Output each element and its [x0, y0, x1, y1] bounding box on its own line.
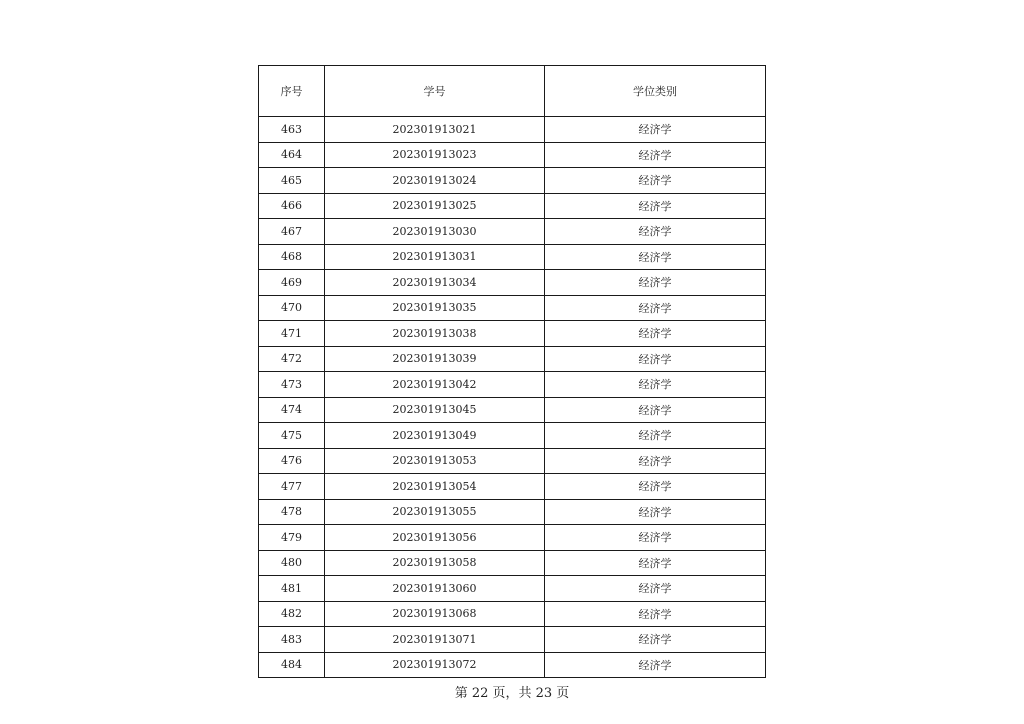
cell-index: 467	[259, 219, 325, 245]
cell-degree-type: 经济学	[545, 576, 766, 602]
table-header-row	[259, 66, 766, 117]
table-row	[259, 499, 766, 525]
cell-index: 477	[259, 474, 325, 500]
cell-student-id: 202301913025	[325, 193, 545, 219]
cell-student-id: 202301913042	[325, 372, 545, 398]
cell-student-id: 202301913060	[325, 576, 545, 602]
column-header-degree-type: 学位类别	[545, 66, 766, 117]
cell-degree-type: 经济学	[545, 168, 766, 194]
column-header-index: 序号	[259, 66, 325, 117]
cell-student-id: 202301913058	[325, 550, 545, 576]
table-row	[259, 372, 766, 398]
table-row	[259, 295, 766, 321]
cell-degree-type: 经济学	[545, 448, 766, 474]
cell-student-id: 202301913034	[325, 270, 545, 296]
cell-degree-type: 经济学	[545, 295, 766, 321]
table-row	[259, 244, 766, 270]
cell-degree-type: 经济学	[545, 601, 766, 627]
cell-index: 473	[259, 372, 325, 398]
cell-degree-type: 经济学	[545, 142, 766, 168]
table-row	[259, 270, 766, 296]
cell-student-id: 202301913023	[325, 142, 545, 168]
cell-degree-type: 经济学	[545, 550, 766, 576]
cell-student-id: 202301913024	[325, 168, 545, 194]
cell-index: 483	[259, 627, 325, 653]
cell-degree-type: 经济学	[545, 372, 766, 398]
table-row	[259, 652, 766, 678]
cell-student-id: 202301913039	[325, 346, 545, 372]
cell-student-id: 202301913053	[325, 448, 545, 474]
table-row	[259, 423, 766, 449]
cell-index: 464	[259, 142, 325, 168]
cell-degree-type: 经济学	[545, 346, 766, 372]
cell-index: 466	[259, 193, 325, 219]
cell-index: 480	[259, 550, 325, 576]
cell-student-id: 202301913054	[325, 474, 545, 500]
cell-student-id: 202301913045	[325, 397, 545, 423]
table-row	[259, 525, 766, 551]
table-row	[259, 601, 766, 627]
cell-index: 470	[259, 295, 325, 321]
degree-roster-table	[258, 65, 766, 678]
cell-degree-type: 经济学	[545, 270, 766, 296]
cell-degree-type: 经济学	[545, 652, 766, 678]
cell-index: 478	[259, 499, 325, 525]
cell-index: 475	[259, 423, 325, 449]
table-row	[259, 346, 766, 372]
table-row	[259, 219, 766, 245]
table-row	[259, 142, 766, 168]
table-row	[259, 397, 766, 423]
cell-student-id: 202301913035	[325, 295, 545, 321]
cell-index: 471	[259, 321, 325, 347]
cell-index: 484	[259, 652, 325, 678]
table-row	[259, 474, 766, 500]
cell-student-id: 202301913055	[325, 499, 545, 525]
cell-student-id: 202301913038	[325, 321, 545, 347]
cell-degree-type: 经济学	[545, 423, 766, 449]
cell-student-id: 202301913049	[325, 423, 545, 449]
cell-student-id: 202301913068	[325, 601, 545, 627]
table-row	[259, 117, 766, 143]
table-row	[259, 321, 766, 347]
cell-degree-type: 经济学	[545, 397, 766, 423]
cell-degree-type: 经济学	[545, 525, 766, 551]
cell-degree-type: 经济学	[545, 627, 766, 653]
table-row	[259, 448, 766, 474]
table-row	[259, 576, 766, 602]
cell-index: 481	[259, 576, 325, 602]
table-row	[259, 193, 766, 219]
cell-degree-type: 经济学	[545, 321, 766, 347]
table-row	[259, 550, 766, 576]
cell-student-id: 202301913031	[325, 244, 545, 270]
cell-degree-type: 经济学	[545, 474, 766, 500]
table-row	[259, 627, 766, 653]
cell-student-id: 202301913030	[325, 219, 545, 245]
page-number-footer: 第 22 页，共 23 页	[454, 686, 570, 701]
cell-degree-type: 经济学	[545, 499, 766, 525]
cell-index: 482	[259, 601, 325, 627]
column-header-student-id: 学号	[325, 66, 545, 117]
cell-index: 469	[259, 270, 325, 296]
cell-index: 468	[259, 244, 325, 270]
cell-degree-type: 经济学	[545, 244, 766, 270]
cell-index: 479	[259, 525, 325, 551]
cell-index: 465	[259, 168, 325, 194]
table-body	[259, 117, 766, 678]
cell-degree-type: 经济学	[545, 193, 766, 219]
cell-student-id: 202301913071	[325, 627, 545, 653]
table-row	[259, 168, 766, 194]
cell-degree-type: 经济学	[545, 117, 766, 143]
cell-index: 476	[259, 448, 325, 474]
cell-index: 472	[259, 346, 325, 372]
cell-student-id: 202301913072	[325, 652, 545, 678]
cell-index: 463	[259, 117, 325, 143]
cell-student-id: 202301913021	[325, 117, 545, 143]
cell-index: 474	[259, 397, 325, 423]
cell-degree-type: 经济学	[545, 219, 766, 245]
cell-student-id: 202301913056	[325, 525, 545, 551]
